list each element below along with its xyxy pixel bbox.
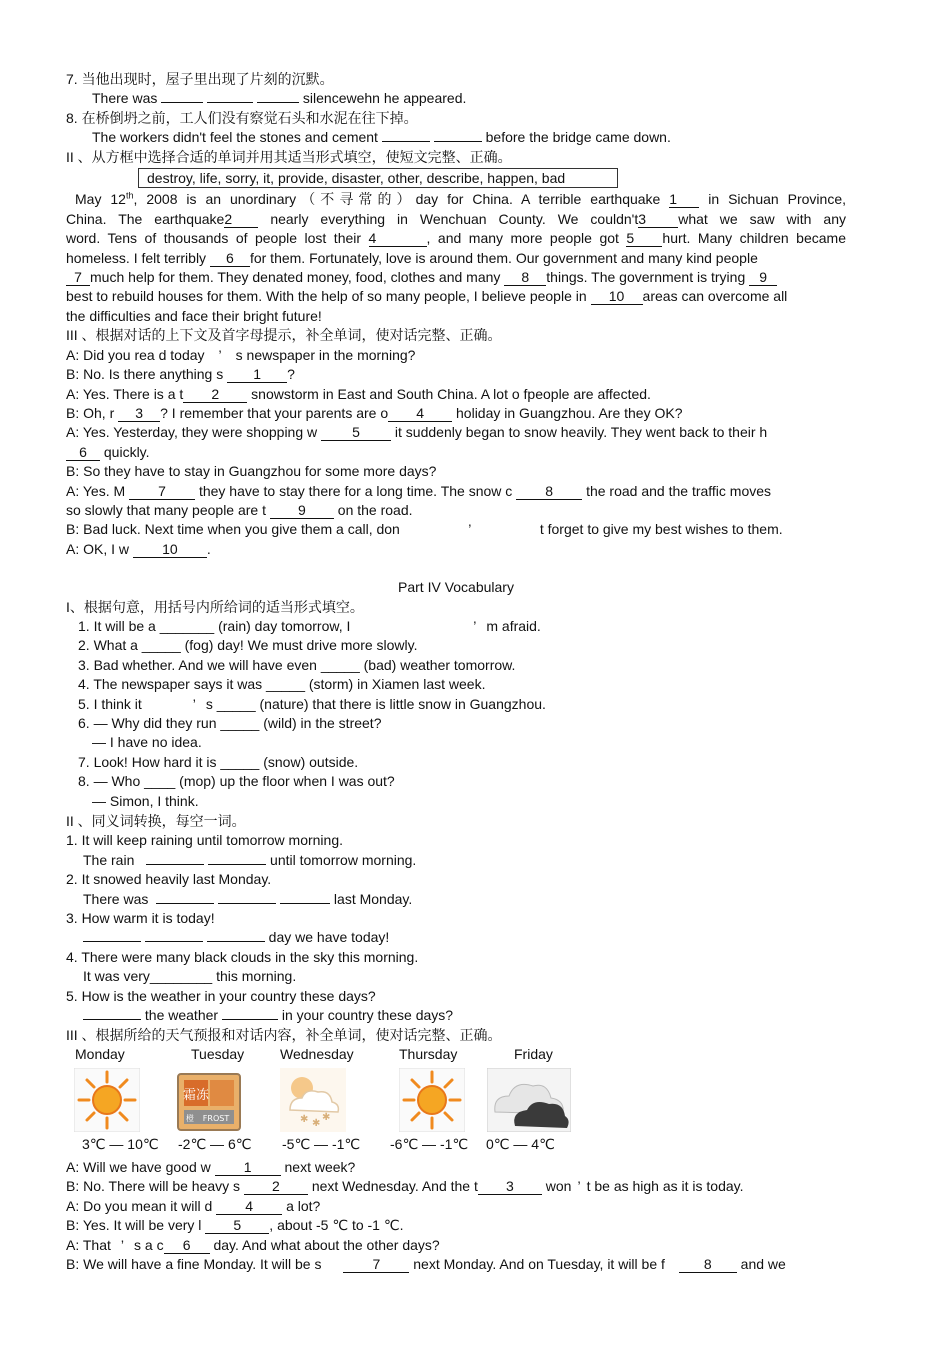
blank[interactable]: [156, 903, 214, 904]
dialog-line: A: Yes. M 7 they have to stay there for a long time. The snow c 8 the road and the traffic moves: [66, 482, 772, 499]
temp-range: -6℃ — -1℃: [390, 1135, 469, 1152]
blank-4[interactable]: 4: [216, 1199, 282, 1215]
blank-10[interactable]: 10: [591, 289, 643, 305]
blank-5[interactable]: 5: [321, 425, 391, 441]
passage-line-5: 7 much help for them. They denated money, food, clothes and many 8 things. The government is trying 9: [66, 268, 846, 287]
blank[interactable]: [222, 1019, 278, 1020]
blank-7[interactable]: 7: [343, 1257, 409, 1273]
dialog-line: so slowly that many people are t 9 on the road.: [66, 501, 413, 518]
passage-line-3: word. Tens of thousands of people lost their 4 , and many more people got 5 hurt. Many children became: [66, 230, 846, 247]
cloudy-icon: [487, 1068, 571, 1132]
sentence-7-chinese: 7. 当他出现时，屋子里出现了片刻的沉默。: [66, 71, 334, 87]
passage-line-4: homeless. I felt terribly 6 for them. Fortunately, love is around them. Our government and many kind people: [66, 249, 758, 266]
blank-6[interactable]: 6: [66, 445, 100, 461]
blank[interactable]: [434, 141, 482, 142]
day-label: Monday: [75, 1045, 125, 1062]
snow-icon: [280, 1068, 346, 1132]
svg-text:✱: ✱: [312, 1117, 321, 1129]
blank-1[interactable]: 1: [215, 1160, 281, 1176]
sentence-8-chinese: 8. 在桥倒坍之前，工人们没有察觉石头和水泥在往下掉。: [66, 109, 418, 126]
blank-9[interactable]: 9: [749, 270, 777, 286]
blank-2[interactable]: 2: [244, 1179, 308, 1195]
blank-4[interactable]: 4: [369, 231, 427, 247]
dialog-line: B: Yes. It will be very l 5 , about -5 ℃ to -1 ℃.: [66, 1217, 404, 1234]
temp-range: 3℃ — 10℃: [82, 1135, 159, 1152]
blank[interactable]: [83, 941, 141, 942]
part-4-section-2-heading: II 、同义词转换，每空一词。: [66, 813, 246, 830]
blank-3[interactable]: 3: [638, 212, 678, 228]
worksheet-page: [66, 70, 846, 1274]
blank-2[interactable]: 2: [183, 387, 247, 403]
rewrite-question: 2. It snowed heavily last Monday.: [66, 871, 272, 888]
blank[interactable]: [161, 102, 203, 103]
blank-8[interactable]: 8: [516, 484, 582, 500]
blank[interactable]: [145, 941, 203, 942]
blank[interactable]: [382, 141, 430, 142]
dialog-line: A: Will we have good w 1 next week?: [66, 1158, 356, 1175]
passage-line-2: China. The earthquake2 nearly everything in Wenchuan County. We couldn't3 what we saw with any: [66, 210, 846, 227]
blank[interactable]: [207, 941, 265, 942]
blank-6[interactable]: 6: [164, 1238, 210, 1254]
svg-text:✱: ✱: [322, 1111, 331, 1123]
blank-3[interactable]: 3: [118, 406, 160, 422]
blank[interactable]: [218, 903, 276, 904]
day-label: Friday: [514, 1045, 553, 1062]
blank-7[interactable]: 7: [66, 270, 90, 286]
part-4-section-3-heading: III 、根据所给的天气预报和对话内容，补全单词，使对话完整、正确。: [66, 1026, 502, 1043]
sun-icon: [399, 1068, 465, 1132]
dialog-line: A: Did you rea d today ’ s newspaper in the morning?: [66, 346, 416, 363]
section-3-heading: III 、根据对话的上下文及首字母提示，补全单词，使对话完整、正确。: [66, 327, 502, 344]
vocab-question: 3. Bad whether. And we will have even _____ (bad) weather tomorrow.: [78, 656, 516, 673]
vocab-question: 4. The newspaper says it was _____ (storm) in Xiamen last week.: [78, 676, 486, 693]
blank-4[interactable]: 4: [388, 406, 452, 422]
blank[interactable]: [257, 102, 299, 103]
svg-text:霜冻: 霜冻: [182, 1087, 210, 1103]
blank[interactable]: [207, 102, 253, 103]
temp-range: -2℃ — 6℃: [178, 1135, 252, 1152]
svg-text:橙: 橙: [186, 1113, 194, 1123]
dialog-line: A: OK, I w 10 .: [66, 540, 211, 557]
blank-1[interactable]: 1: [227, 367, 287, 383]
forecast-icons: [66, 1064, 846, 1130]
dialog-line: B: Oh, r 3 ? I remember that your parents are o 4 holiday in Guangzhou. Are they OK?: [66, 404, 683, 421]
word-box: destroy, life, sorry, it, provide, disaster, other, describe, happen, bad: [138, 168, 618, 188]
vocab-question-answer: — I have no idea.: [92, 734, 202, 751]
dialog-line: B: No. There will be heavy s 2 next Wednesday. And the t 3 won ’ t be as high as it is today.: [66, 1178, 744, 1195]
rewrite-question: 5. How is the weather in your country these days?: [66, 987, 376, 1004]
blank-5[interactable]: 5: [205, 1218, 269, 1234]
blank[interactable]: [146, 864, 204, 865]
rewrite-answer: There was last Monday.: [83, 890, 413, 907]
vocab-question: 8. — Who ____ (mop) up the floor when I was out?: [78, 773, 395, 790]
passage-line-7: the difficulties and face their bright future!: [66, 307, 322, 324]
blank[interactable]: [280, 903, 330, 904]
rewrite-answer: It was very________ this morning.: [83, 968, 297, 985]
temp-range: -5℃ — -1℃: [282, 1135, 361, 1152]
svg-text:✱: ✱: [300, 1113, 309, 1125]
vocab-question: 2. What a _____ (fog) day! We must drive more slowly.: [78, 637, 418, 654]
blank-2[interactable]: 2: [224, 212, 258, 228]
dialog-line: B: No. Is there anything s 1 ?: [66, 366, 295, 383]
blank-9[interactable]: 9: [270, 503, 334, 519]
part-4-section-1-heading: I、根据句意，用括号内所给词的适当形式填空。: [66, 598, 364, 615]
section-2-heading: II 、从方框中选择合适的单词并用其适当形式填空，使短文完整、正确。: [66, 148, 512, 165]
blank[interactable]: [83, 1019, 141, 1020]
day-label: Thursday: [399, 1045, 458, 1062]
vocab-question: 7. Look! How hard it is _____ (snow) outside.: [78, 753, 359, 770]
dialog-line: A: Yes. Yesterday, they were shopping w 5 it suddenly began to snow heavily. They went back to their h: [66, 424, 768, 441]
rewrite-question: 4. There were many black clouds in the sky this morning.: [66, 948, 419, 965]
sentence-7-english: There was silencewehn he appeared.: [92, 90, 467, 107]
forecast-temperatures: [66, 1136, 846, 1158]
vocab-question: 1. It will be a _______ (rain) day tomorrow, I ’ m afraid.: [78, 617, 541, 634]
rewrite-answer: the weather in your country these days?: [66, 1006, 846, 1025]
passage-line-6: best to rebuild houses for them. With the help of so many people, I believe people in 10 areas can overcome all: [66, 288, 788, 305]
svg-text:FROST: FROST: [202, 1113, 230, 1123]
dialog-line: 6 quickly.: [66, 443, 846, 462]
rewrite-answer: The rain until tomorrow morning.: [83, 851, 417, 868]
passage-line-1: May 12th, 2008 is an unordinary（不寻常的）day for China. A terrible earthquake 1 in Sichuan Province,: [75, 190, 846, 208]
blank-1[interactable]: 1: [669, 192, 699, 208]
blank-8[interactable]: 8: [504, 270, 546, 286]
sentence-8-english: The workers didn't feel the stones and cement before the bridge came down.: [92, 129, 671, 146]
blank-5[interactable]: 5: [626, 231, 662, 247]
forecast-days: [66, 1046, 846, 1064]
day-label: Tuesday: [191, 1045, 245, 1062]
dialog-line: B: We will have a fine Monday. It will be s 7 next Monday. And on Tuesday, it will be f 8 and we: [66, 1255, 786, 1272]
rewrite-answer: day we have today!: [66, 928, 846, 947]
vocab-question-answer: — Simon, I think.: [92, 792, 199, 809]
sun-icon: [74, 1068, 140, 1132]
blank-10[interactable]: 10: [133, 542, 207, 558]
blank-7[interactable]: 7: [129, 484, 195, 500]
vocab-question: 6. — Why did they run _____ (wild) in the street?: [78, 715, 382, 731]
part-4-title: Part IV Vocabulary: [398, 579, 514, 596]
vocab-question: 5. I think it ’ s _____ (nature) that there is little snow in Guangzhou.: [78, 695, 546, 712]
dialog-line: B: So they have to stay in Guangzhou for some more days?: [66, 463, 437, 480]
rewrite-question: 1. It will keep raining until tomorrow morning.: [66, 832, 344, 849]
dialog-line: B: Bad luck. Next time when you give them a call, don ’ t forget to give my best wishes to them.: [66, 521, 783, 538]
frost-warning-icon: [176, 1072, 242, 1132]
blank-3[interactable]: 3: [478, 1179, 542, 1195]
blank[interactable]: [208, 864, 266, 865]
dialog-line: A: Do you mean it will d 4 a lot?: [66, 1197, 321, 1214]
day-label: Wednesday: [280, 1045, 354, 1062]
blank-6[interactable]: 6: [210, 251, 250, 267]
blank-8[interactable]: 8: [679, 1257, 737, 1273]
dialog-line: A: Yes. There is a t 2 snowstorm in East and South China. A lot o fpeople are affected.: [66, 385, 651, 402]
temp-range: 0℃ — 4℃: [486, 1135, 555, 1152]
dialog-line: A: That ’ s a c 6 day. And what about the other days?: [66, 1236, 440, 1253]
rewrite-question: 3. How warm it is today!: [66, 910, 215, 927]
